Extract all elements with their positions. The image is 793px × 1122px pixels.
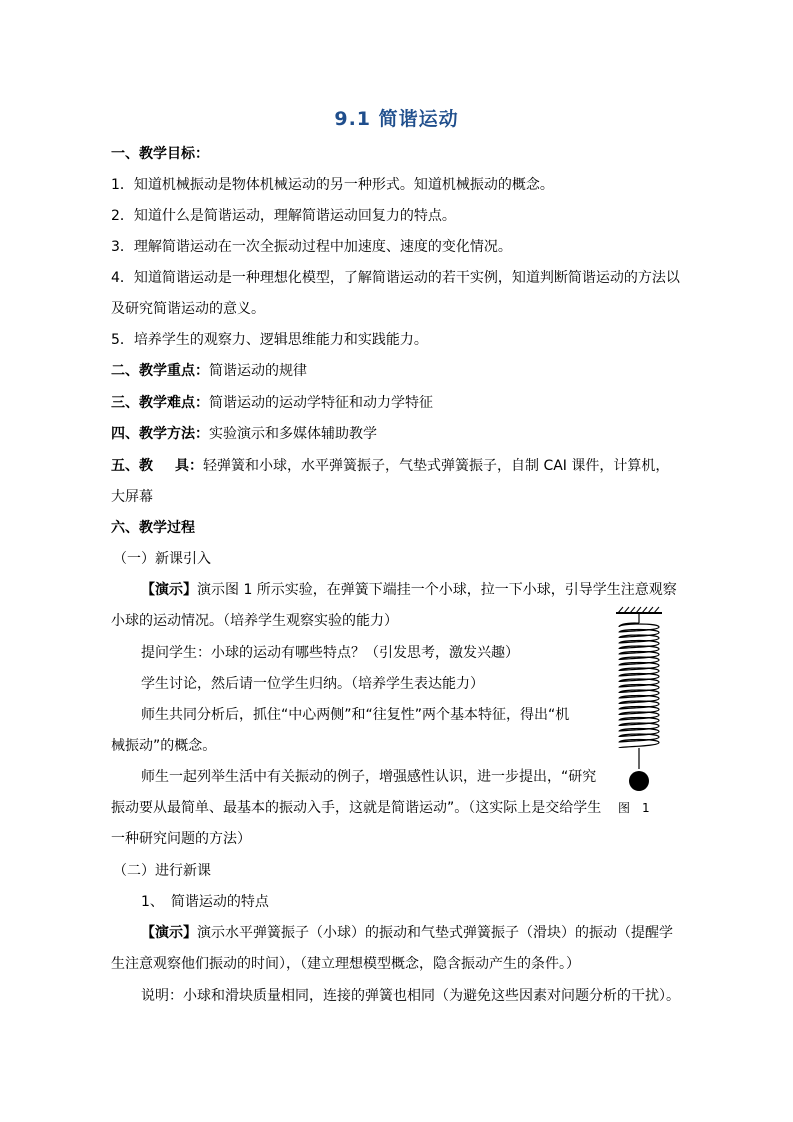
- part2-heading: （二）进行新课: [113, 863, 211, 879]
- spring-figure: [604, 603, 674, 799]
- section-heading-process: 六、教学过程: [111, 520, 195, 536]
- tools-text: 轻弹簧和小球，水平弹簧振子，气垫式弹簧振子，自制 CAI 课件，计算机，: [203, 458, 670, 474]
- tools-label-a: 五、教: [111, 458, 153, 474]
- figure-caption: 图 1: [618, 801, 650, 815]
- paragraph-line: 一种研究问题的方法）: [111, 831, 251, 847]
- paragraph-line: 师生一起列举生活中有关振动的例子，增强感性认识，进一步提出，“研究: [141, 769, 597, 785]
- paragraph-line: 械振动”的概念。: [111, 738, 217, 754]
- paragraph-line: 学生讨论，然后请一位学生归纳。（培养学生表达能力）: [141, 676, 484, 692]
- tools-line: [111, 456, 669, 476]
- ceiling-hatch: [616, 607, 662, 613]
- difficulties-line: [111, 393, 433, 413]
- key-points-line: [111, 361, 307, 381]
- difficulties-label: 三、教学难点：: [111, 395, 209, 411]
- goal-item: 1．知道机械振动是物体机械运动的另一种形式。知道机械振动的概念。: [111, 177, 554, 193]
- difficulties-text: 简谐运动的运动学特征和动力学特征: [209, 395, 433, 411]
- ball: [629, 771, 649, 791]
- demo-text: 演示图 1 所示实验，在弹簧下端挂一个小球，拉一下小球，引导学生注意观察: [197, 582, 677, 598]
- goal-item: 3．理解简谐运动在一次全振动过程中加速度、速度的变化情况。: [111, 239, 512, 255]
- part1-heading: （一）新课引入: [113, 551, 211, 567]
- key-points-text: 简谐运动的规律: [209, 363, 307, 379]
- demo-tag: 【演示】: [141, 925, 197, 941]
- key-points-label: 二、教学重点：: [111, 363, 209, 379]
- goal-item: 5．培养学生的观察力、逻辑思维能力和实践能力。: [111, 332, 428, 348]
- demo-line: [141, 580, 677, 600]
- tools-label-b: 具：: [175, 458, 203, 474]
- methods-text: 实验演示和多媒体辅助教学: [209, 426, 377, 442]
- page-title: 9.1 简谐运动: [334, 108, 459, 130]
- paragraph-line: 小球的运动情况。（培养学生观察实验的能力）: [111, 613, 398, 629]
- paragraph-line: 师生共同分析后，抓住“中心两侧”和“往复性”两个基本特征，得出“机: [141, 707, 570, 723]
- methods-label: 四、教学方法：: [111, 426, 209, 442]
- tools-text-cont: 大屏幕: [111, 489, 153, 505]
- spring-coil: [619, 613, 659, 749]
- paragraph-line: 生注意观察他们振动的时间），（建立理想模型概念，隐含振动产生的条件。）: [111, 956, 580, 972]
- goal-item: 2．知道什么是简谐运动，理解简谐运动回复力的特点。: [111, 208, 456, 224]
- methods-line: [111, 424, 377, 444]
- goal-item: 4．知道简谐运动是一种理想化模型，了解简谐运动的若干实例，知道判断简谐运动的方法以: [111, 270, 680, 286]
- goal-item-cont: 及研究简谐运动的意义。: [111, 301, 265, 317]
- paragraph-line: 振动要从最简单、最基本的振动入手，这就是简谐运动”。（这实际上是交给学生: [111, 800, 602, 816]
- paragraph-line: 提问学生：小球的运动有哪些特点？（引发思考，激发兴趣）: [141, 645, 519, 661]
- demo-line: [141, 923, 673, 943]
- section-heading-goals: 一、教学目标：: [111, 146, 209, 162]
- sub-heading: 1、 简谐运动的特点: [141, 894, 269, 910]
- demo-tag: 【演示】: [141, 582, 197, 598]
- demo-text: 演示水平弹簧振子（小球）的振动和气垫式弹簧振子（滑块）的振动（提醒学: [197, 925, 673, 941]
- paragraph-line: 说明：小球和滑块质量相同，连接的弹簧也相同（为避免这些因素对问题分析的干扰）。: [141, 988, 680, 1004]
